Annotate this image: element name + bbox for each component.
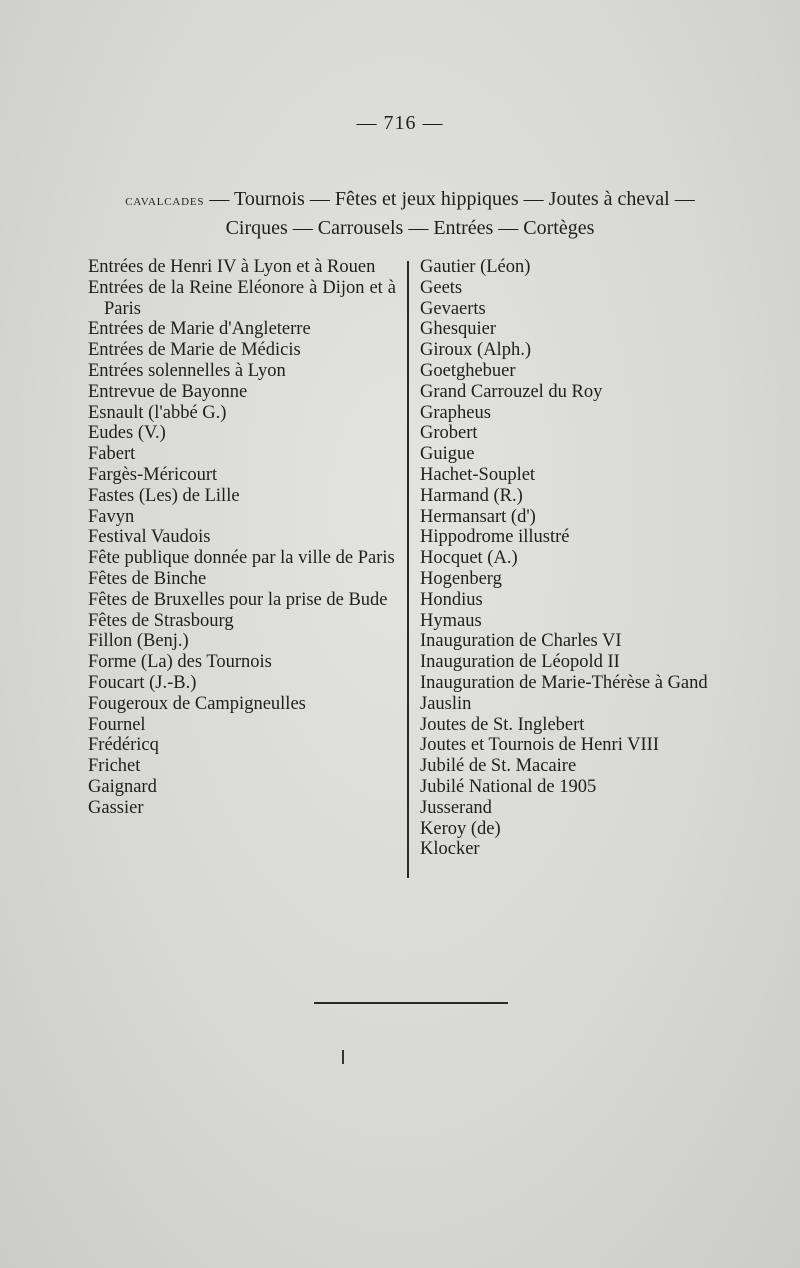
index-entry: Fastes (Les) de Lille [88, 485, 240, 506]
index-entry: Hondius [420, 589, 483, 610]
index-entry: Joutes de St. Inglebert [420, 714, 585, 735]
index-entry: Grapheus [420, 402, 491, 423]
heading-line2: Cirques — Carrousels — Entrées — Cortèges [225, 217, 595, 239]
index-entry: Hachet-Souplet [420, 464, 536, 485]
right-column [420, 257, 732, 860]
index-entry: Guigue [420, 444, 475, 465]
index-entry: Giroux (Alph.) [420, 340, 531, 361]
index-entry: Grobert [420, 423, 478, 444]
index-entry: Entrées de Henri IV à Lyon et à Rouen [88, 257, 376, 277]
column-divider [407, 261, 409, 878]
index-entry: Goetghebuer [420, 360, 516, 381]
heading-category: cavalcades [125, 193, 205, 209]
index-entry: Joutes et Tournois de Henri VIII [420, 735, 659, 756]
index-entry: Fêtes de Strasbourg [88, 610, 234, 631]
index-entry: Ghesquier [420, 319, 497, 340]
index-entry: Esnault (l'abbé G.) [88, 402, 227, 423]
index-entry: Eudes (V.) [88, 423, 166, 444]
index-entry: Frédéricq [88, 735, 159, 756]
index-entry: Festival Vaudois [88, 527, 211, 548]
index-entry: Fougeroux de Campigneulles [88, 693, 306, 714]
index-entry: Hermansart (d') [420, 506, 536, 527]
left-column [88, 257, 396, 819]
index-entry: Gevaerts [420, 298, 486, 319]
index-entry: Jubilé National de 1905 [420, 776, 597, 797]
index-entry: Fêtes de Bruxelles pour la prise de Bude [88, 589, 388, 610]
index-entry: Fêtes de Binche [88, 568, 207, 589]
index-entry: Gaignard [88, 776, 157, 797]
index-entry: Keroy (de) [420, 818, 501, 839]
index-entry: Grand Carrouzel du Roy [420, 381, 603, 402]
index-entry: Inauguration de Léopold II [420, 652, 620, 673]
index-entry: Inauguration de Marie-Thérèse à Gand [420, 672, 708, 693]
page-number: — 716 — [356, 112, 444, 134]
index-entry: Entrevue de Bayonne [88, 381, 248, 402]
index-entry: Entrées de Marie de Médicis [88, 340, 301, 361]
ink-speck [342, 1050, 344, 1064]
index-entry: Entrées de Marie d'Angleterre [88, 319, 311, 340]
heading-line1: — Tournois — Fêtes et jeux hippiques — Joutes à cheval — [204, 188, 695, 210]
index-entry: Hippodrome illustré [420, 527, 570, 548]
index-entry: Gassier [88, 797, 144, 818]
index-entry: Klocker [420, 839, 480, 860]
index-entry: Fournel [88, 714, 146, 735]
index-entry: Fillon (Benj.) [88, 631, 189, 652]
index-entry: Harmand (R.) [420, 485, 523, 506]
index-entry: Entrées de la Reine Eléonore à Dijon et à Paris [88, 277, 396, 319]
index-entry: Hogenberg [420, 568, 502, 589]
index-entry: Fabert [88, 444, 136, 465]
index-entry: Geets [420, 277, 463, 298]
end-rule [314, 1002, 508, 1004]
index-entry: Foucart (J.-B.) [88, 672, 197, 693]
index-entry: Fargès-Méricourt [88, 464, 218, 485]
index-entry: Forme (La) des Tournois [88, 652, 272, 673]
index-entry: Favyn [88, 506, 135, 527]
index-entry: Fête publique donnée par la ville de Paris [88, 548, 395, 569]
index-entry: Jubilé de St. Macaire [420, 756, 577, 777]
index-entry: Entrées solennelles à Lyon [88, 360, 286, 381]
index-entry: Hocquet (A.) [420, 548, 518, 569]
section-heading [80, 186, 740, 242]
index-entry: Gautier (Léon) [420, 257, 531, 277]
index-entry: Inauguration de Charles VI [420, 631, 622, 652]
index-entry: Hymaus [420, 610, 482, 631]
index-entry: Jauslin [420, 693, 472, 714]
index-entry: Frichet [88, 756, 141, 777]
index-entry: Jusserand [420, 797, 492, 818]
